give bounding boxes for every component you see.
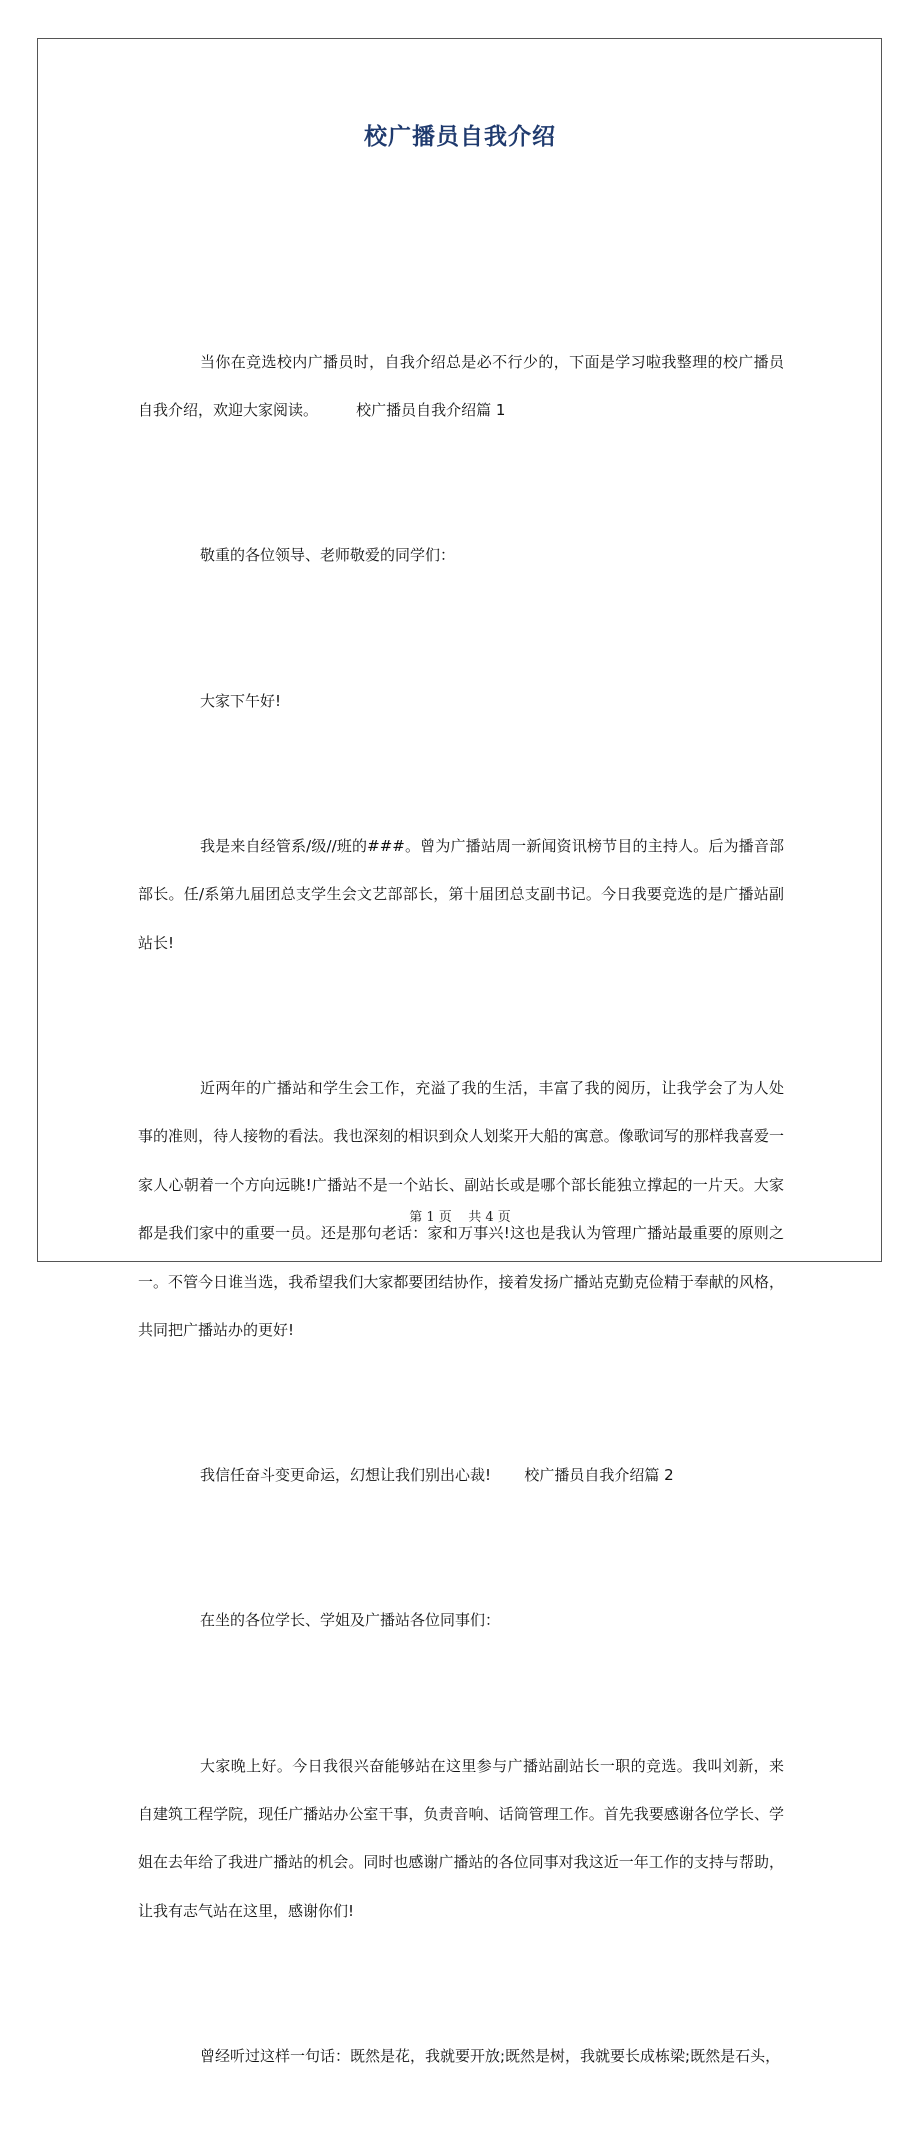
document-title: 校广播员自我介绍	[364, 124, 556, 150]
paragraph: 我信任奋斗变更命运，幻想让我们别出心裁! 校广播员自我介绍篇 2	[200, 1466, 674, 1485]
paragraph: 在坐的各位学长、学姐及广播站各位同事们：	[200, 1611, 501, 1630]
paragraph: 我是来自经管系/级//班的###。曾为广播站周一新闻资讯榜节目的主持人。后为播音部部长。任/系第九届团总支学生会文艺部部长，第十届团总支副书记。今日我要竞选的是广播站副站长!	[138, 836, 784, 952]
paragraph: 敬重的各位领导、老师敬爱的同学们：	[200, 546, 456, 565]
paragraph: 大家晚上好。今日我很兴奋能够站在这里参与广播站副站长一职的竞选。我叫刘新，来自建筑工程学院，现任广播站办公室干事，负责音响、话筒管理工作。首先我要感谢各位学长、学姐在去年给了我进广播站的机会。同时也感谢广播站的各位同事对我这近一年工作的支持与帮助，让我有志气站在这里，感谢你们!	[138, 1756, 784, 1920]
paragraph: 大家下午好!	[200, 691, 282, 710]
page-total: 共 4 页	[468, 1210, 511, 1225]
paragraph: 近两年的广播站和学生会工作，充溢了我的生活，丰富了我的阅历，让我学会了为人处事的准则，待人接物的看法。我也深刻的相识到众人划桨开大船的寓意。像歌词写的那样我喜爱一家人心朝着一个方向远眺!广播站不是一个站长、副站长或是哪个部长能独立撑起的一片天。大家都是我们家中的重要一员。还是那句老话：家和万事兴!这也是我认为管理广播站最重要的原则之一。不管今日谁当选，我希望我们大家都要团结协作，接着发扬广播站克勤克俭精于奉献的风格，共同把广播站办的更好!	[138, 1078, 784, 1339]
document-body	[138, 241, 784, 2129]
page-number: 第 1 页	[409, 1210, 452, 1225]
paragraph: 曾经听过这样一句话：既然是花，我就要开放;既然是树，我就要长成栋梁;既然是石头，	[200, 2047, 781, 2066]
paragraph: 当你在竞选校内广播员时，自我介绍总是必不行少的，下面是学习啦我整理的校广播员自我介绍，欢迎大家阅读。 校广播员自我介绍篇 1	[138, 352, 784, 420]
page-footer	[0, 1206, 920, 1225]
